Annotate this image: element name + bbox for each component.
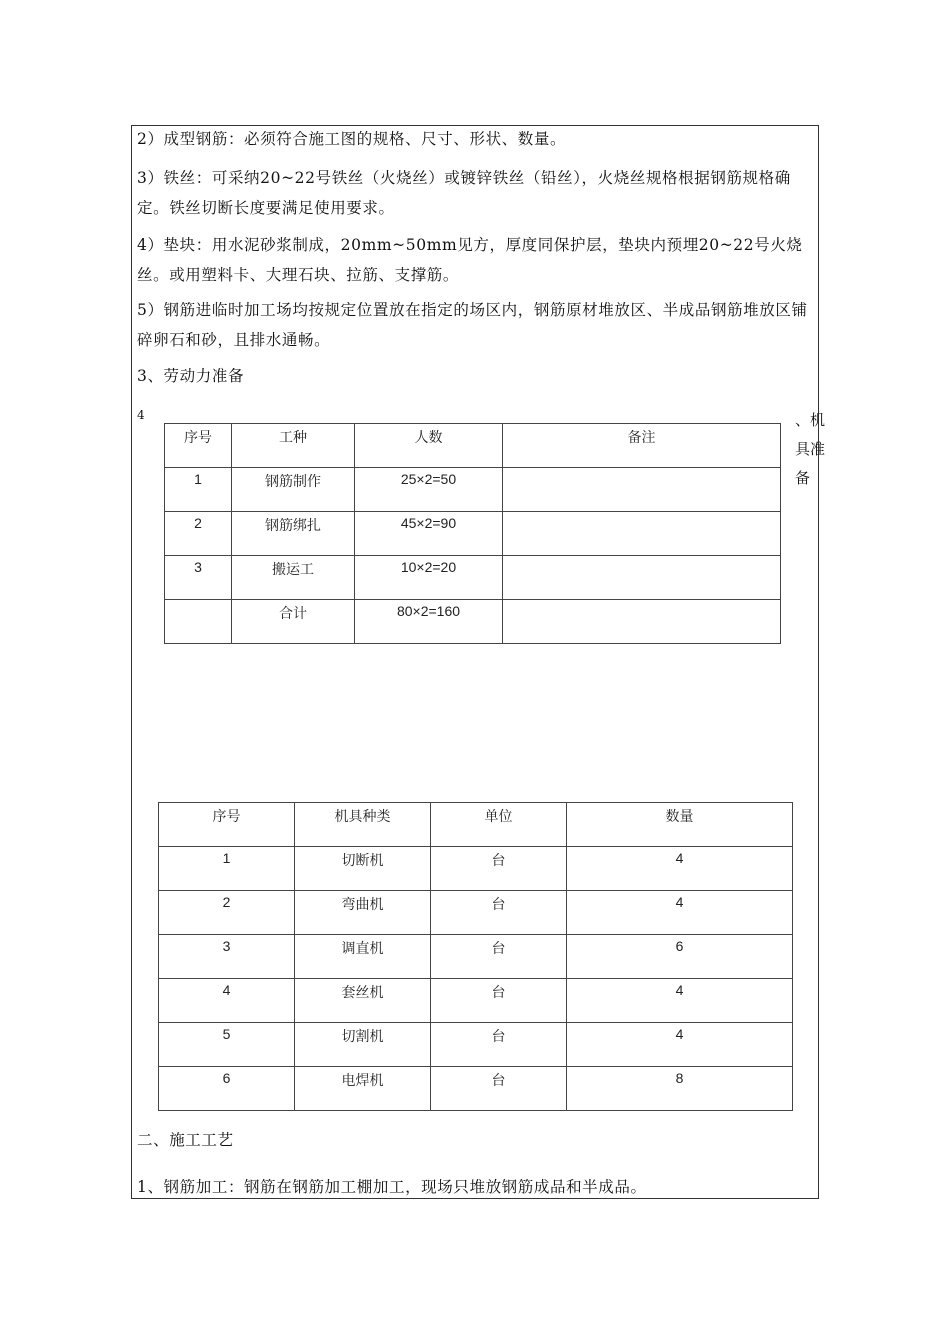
table-cell: 1 (159, 847, 295, 891)
table-header-row (165, 424, 781, 468)
machine-heading-label: 、机具准备 (795, 411, 826, 487)
table-cell: 45×2=90 (355, 512, 503, 556)
table-cell: 4 (567, 979, 793, 1023)
table-cell (165, 600, 232, 644)
table-row (159, 935, 793, 979)
header-cell: 数量 (567, 803, 793, 847)
table-cell: 台 (431, 1023, 567, 1067)
heading-labor-preparation: 3、劳动力准备 (137, 367, 245, 385)
table-cell: 2 (165, 512, 232, 556)
header-cell: 序号 (159, 803, 295, 847)
table-cell: 2 (159, 891, 295, 935)
table-cell: 80×2=160 (355, 600, 503, 644)
table-cell: 钢筋制作 (232, 468, 355, 512)
table-cell: 台 (431, 979, 567, 1023)
table-cell: 4 (159, 979, 295, 1023)
table-cell: 切割机 (295, 1023, 431, 1067)
labor-table (164, 423, 781, 644)
table-cell: 弯曲机 (295, 891, 431, 935)
table-cell: 调直机 (295, 935, 431, 979)
table-cell: 切断机 (295, 847, 431, 891)
table-row (165, 556, 781, 600)
header-cell: 机具种类 (295, 803, 431, 847)
table-cell: 10×2=20 (355, 556, 503, 600)
table-row (165, 600, 781, 644)
table-row (159, 1023, 793, 1067)
table-cell: 8 (567, 1067, 793, 1111)
header-cell: 工种 (232, 424, 355, 468)
table-row (159, 891, 793, 935)
header-cell: 序号 (165, 424, 232, 468)
table-cell: 4 (567, 891, 793, 935)
table-cell: 钢筋绑扎 (232, 512, 355, 556)
paragraph-formed-rebar: 2）成型钢筋：必须符合施工图的规格、尺寸、形状、数量。 (137, 130, 567, 148)
heading-construction-process: 二、施工工艺 (137, 1131, 234, 1149)
table-cell: 电焊机 (295, 1067, 431, 1111)
header-cell: 备注 (503, 424, 781, 468)
table-cell (503, 512, 781, 556)
table-cell: 4 (567, 1023, 793, 1067)
table-cell (503, 468, 781, 512)
table-cell: 6 (567, 935, 793, 979)
machine-table (158, 802, 793, 1111)
table-row (159, 1067, 793, 1111)
table-cell: 搬运工 (232, 556, 355, 600)
table-cell: 台 (431, 935, 567, 979)
table-cell: 合计 (232, 600, 355, 644)
table-cell (503, 600, 781, 644)
table-cell: 3 (165, 556, 232, 600)
table-cell: 25×2=50 (355, 468, 503, 512)
paragraph-storage: 5）钢筋进临时加工场均按规定位置放在指定的场区内，钢筋原材堆放区、半成品钢筋堆放区铺碎卵石和砂，且排水通畅。 (137, 301, 808, 349)
table-cell: 套丝机 (295, 979, 431, 1023)
table-cell: 台 (431, 847, 567, 891)
table-cell: 6 (159, 1067, 295, 1111)
machine-heading-number: 4 (137, 408, 145, 422)
header-cell: 单位 (431, 803, 567, 847)
table-cell: 1 (165, 468, 232, 512)
table-row (165, 468, 781, 512)
table-cell (503, 556, 781, 600)
table-header-row (159, 803, 793, 847)
paragraph-spacer-block: 4）垫块：用水泥砂浆制成，20mm~50mm见方，厚度同保护层，垫块内预埋20~22号火烧丝。或用塑料卡、大理石块、拉筋、支撑筋。 (137, 236, 803, 284)
table-cell: 台 (431, 1067, 567, 1111)
table-cell: 4 (567, 847, 793, 891)
table-row (165, 512, 781, 556)
table-row (159, 847, 793, 891)
table-cell: 3 (159, 935, 295, 979)
table-cell: 5 (159, 1023, 295, 1067)
paragraph-wire: 3）铁丝：可采纳20~22号铁丝（火烧丝）或镀锌铁丝（铅丝），火烧丝规格根据钢筋规格确定。铁丝切断长度要满足使用要求。 (137, 169, 791, 217)
header-cell: 人数 (355, 424, 503, 468)
table-row (159, 979, 793, 1023)
table-cell: 台 (431, 891, 567, 935)
paragraph-rebar-processing: 1、钢筋加工：钢筋在钢筋加工棚加工，现场只堆放钢筋成品和半成品。 (137, 1178, 647, 1196)
